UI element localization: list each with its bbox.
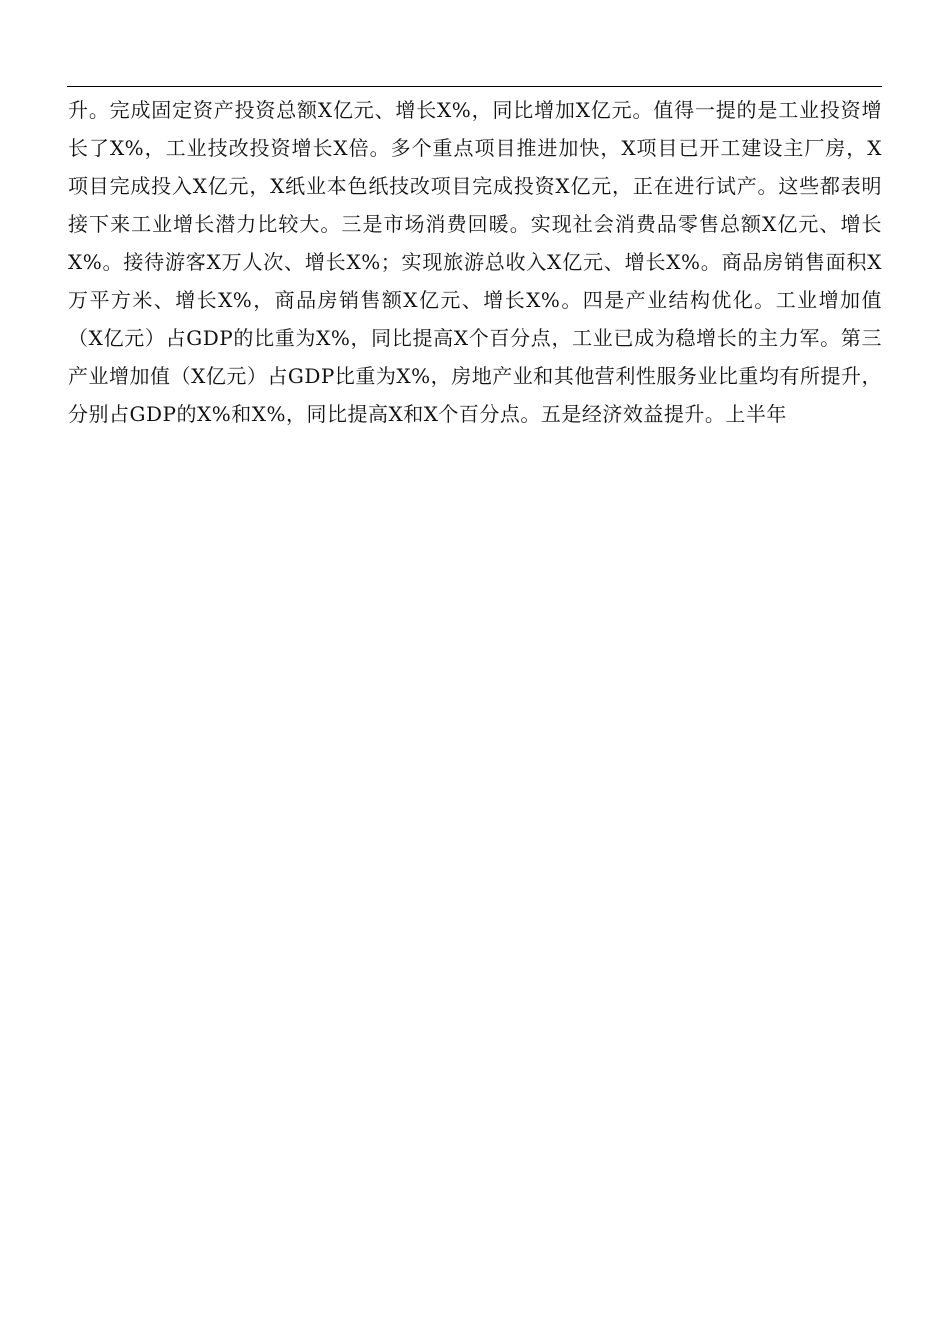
- body-paragraph: 升。完成固定资产投资总额X亿元、增长X%，同比增加X亿元。值得一提的是工业投资增长了X%，工业技改投资增长X倍。多个重点项目推进加快，X项目已开工建设主厂房，X项目完成投入X亿元，X纸业本色纸技改项目完成投资X亿元，正在进行试产。这些都表明接下来工业增长潜力比较大。三是市场消费回暖。实现社会消费品零售总额X亿元、增长X%。接待游客X万人次、增长X%；实现旅游总收入X亿元、增长X%。商品房销售面积X万平方米、增长X%，商品房销售额X亿元、增长X%。四是产业结构优化。工业增加值（X亿元）占GDP的比重为X%，同比提高X个百分点，工业已成为稳增长的主力军。第三产业增加值（X亿元）占GDP比重为X%，房地产业和其他营利性服务业比重均有所提升，分别占GDP的X%和X%，同比提高X和X个百分点。五是经济效益提升。上半年: [68, 98, 882, 426]
- header-rule: [67, 86, 882, 87]
